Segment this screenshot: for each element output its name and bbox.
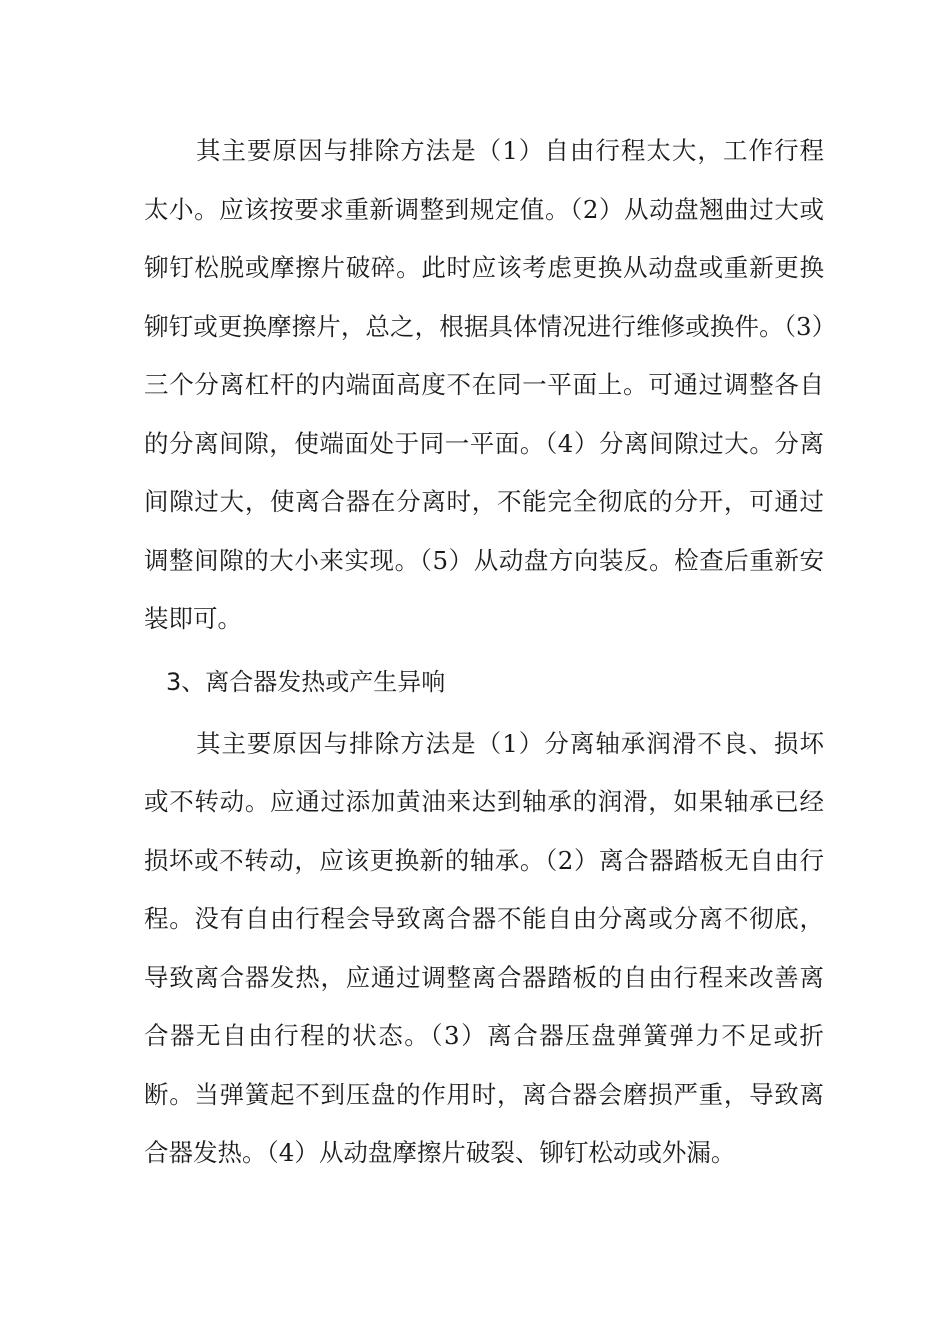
paragraph-clutch-heat-causes: 其主要原因与排除方法是（1）分离轴承润滑不良、损坏或不转动。应通过添加黄油来达到轴承的润滑，如果轴承已经损坏或不转动，应该更换新的轴承。（2）离合器踏板无自由行程。没有自由行程会导致离合器不能自由分离或分离不彻底，导致离合器发热，应通过调整离合器踏板的自由行程来改善离合器无自由行程的状态。（3）离合器压盘弹簧弹力不足或折断。当弹簧起不到压盘的作用时，离合器会磨损严重，导致离合器发热。（4）从动盘摩擦片破裂、铆钉松动或外漏。 xyxy=(144,728,824,1167)
section-heading-clutch-heat-noise: 3、离合器发热或产生异响 xyxy=(166,667,446,696)
paragraph-clutch-slip-causes: 其主要原因与排除方法是（1）自由行程太大，工作行程太小。应该按要求重新调整到规定值。（2）从动盘翘曲过大或铆钉松脱或摩擦片破碎。此时应该考虑更换从动盘或重新更换铆钉或更换摩擦片，总之，根据具体情况进行维修或换件。（3）三个分离杠杆的内端面高度不在同一平面上。可通过调整各自的分离间隙，使端面处于同一平面。（4）分离间隙过大。分离间隙过大，使离合器在分离时，不能完全彻底的分开，可通过调整间隙的大小来实现。（5）从动盘方向装反。检查后重新安装即可。 xyxy=(144,136,824,633)
document-body xyxy=(144,122,824,1183)
